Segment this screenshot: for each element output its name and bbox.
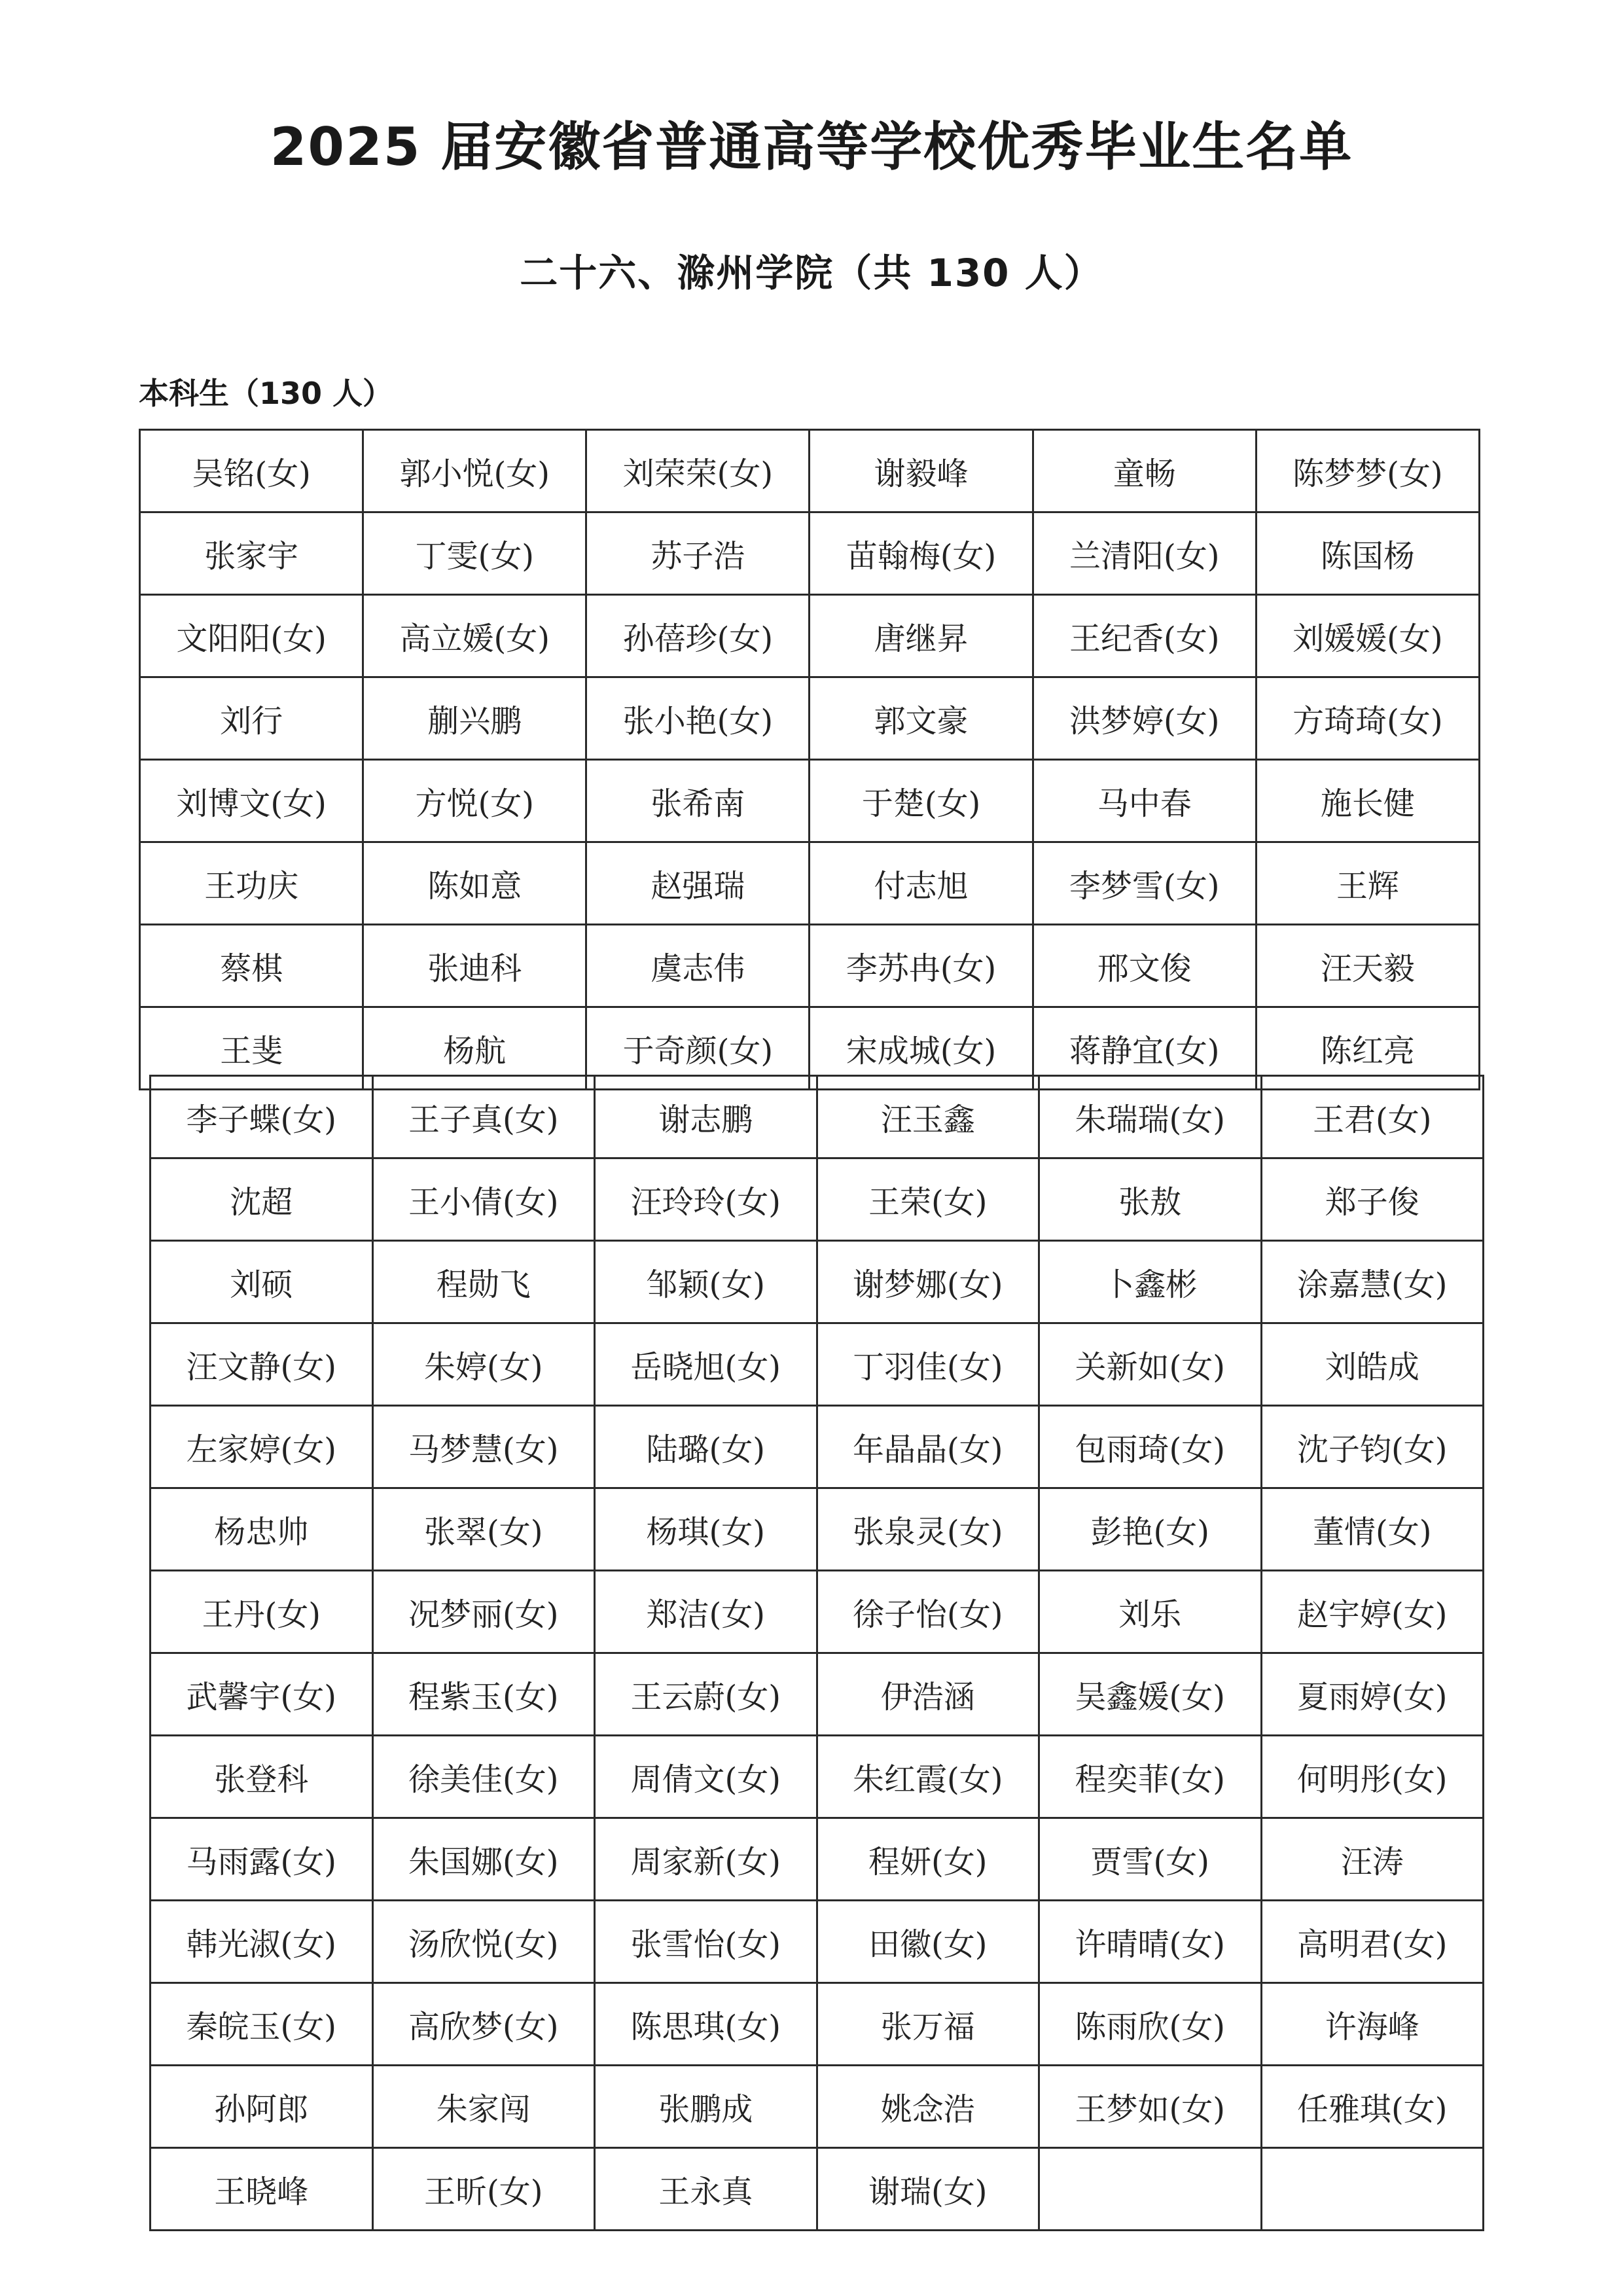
name-cell: 姚念浩 [817,2066,1039,2148]
name-cell: 张敖 [1039,1158,1262,1241]
name-cell: 韩光淑(女) [151,1901,373,1983]
name-cell: 涂嘉慧(女) [1261,1241,1484,1323]
name-cell: 王梦如(女) [1039,2066,1262,2148]
table-row [151,1653,1484,1736]
name-cell: 徐子怡(女) [817,1571,1039,1653]
name-cell: 岳晓旭(女) [595,1323,817,1406]
name-cell: 马雨露(女) [151,1818,373,1901]
name-cell: 郭小悦(女) [363,430,586,512]
name-cell: 汪玲玲(女) [595,1158,817,1241]
name-cell: 朱国娜(女) [372,1818,595,1901]
name-cell: 陈雨欣(女) [1039,1983,1262,2066]
name-cell: 于奇颜(女) [586,1007,810,1090]
name-cell: 左家婷(女) [151,1406,373,1488]
name-cell: 张翠(女) [372,1488,595,1571]
name-cell: 沈子钧(女) [1261,1406,1484,1488]
name-cell: 许海峰 [1261,1983,1484,2066]
name-cell: 汪天毅 [1256,925,1479,1007]
name-cell: 程紫玉(女) [372,1653,595,1736]
name-cell: 张迪科 [363,925,586,1007]
name-cell: 朱红霞(女) [817,1736,1039,1818]
name-cell: 赵强瑞 [586,842,810,925]
name-cell: 王小倩(女) [372,1158,595,1241]
name-cell: 况梦丽(女) [372,1571,595,1653]
name-cell: 王永真 [595,2148,817,2231]
name-cell: 朱家闯 [372,2066,595,2148]
name-cell: 谢梦娜(女) [817,1241,1039,1323]
name-cell: 杨琪(女) [595,1488,817,1571]
name-cell: 吴鑫媛(女) [1039,1653,1262,1736]
name-cell: 蒯兴鹏 [363,677,586,760]
name-cell: 马梦慧(女) [372,1406,595,1488]
name-cell: 孙蓓珍(女) [586,595,810,677]
table-row [151,1241,1484,1323]
table-row [151,1983,1484,2066]
table-row [140,430,1480,512]
name-cell: 邢文俊 [1033,925,1256,1007]
name-cell: 童畅 [1033,430,1256,512]
table-row [140,760,1480,842]
table-row [151,1406,1484,1488]
name-cell: 张泉灵(女) [817,1488,1039,1571]
name-cell: 李梦雪(女) [1033,842,1256,925]
name-cell: 孙阿郎 [151,2066,373,2148]
name-cell: 付志旭 [810,842,1033,925]
name-cell: 董情(女) [1261,1488,1484,1571]
name-cell: 周家新(女) [595,1818,817,1901]
name-cell: 张万福 [817,1983,1039,2066]
name-cell: 许晴晴(女) [1039,1901,1262,1983]
name-cell: 汪涛 [1261,1818,1484,1901]
name-cell: 文阳阳(女) [140,595,363,677]
name-cell: 陈思琪(女) [595,1983,817,2066]
table-row [151,1076,1484,1158]
name-cell: 周倩文(女) [595,1736,817,1818]
name-cell: 苏子浩 [586,512,810,595]
name-cell: 王晓峰 [151,2148,373,2231]
name-cell: 施长健 [1256,760,1479,842]
name-cell: 邹颖(女) [595,1241,817,1323]
table-row [151,1736,1484,1818]
name-cell: 王功庆 [140,842,363,925]
table-row [151,2066,1484,2148]
name-cell: 张鹏成 [595,2066,817,2148]
name-cell: 陈梦梦(女) [1256,430,1479,512]
name-cell: 关新如(女) [1039,1323,1262,1406]
name-cell: 丁羽佳(女) [817,1323,1039,1406]
name-cell: 徐美佳(女) [372,1736,595,1818]
table-row [140,595,1480,677]
name-cell: 王纪香(女) [1033,595,1256,677]
table-row [151,1901,1484,1983]
name-cell: 蔡棋 [140,925,363,1007]
name-cell: 程妍(女) [817,1818,1039,1901]
name-cell: 汪文静(女) [151,1323,373,1406]
name-cell: 杨忠帅 [151,1488,373,1571]
table-row [151,1488,1484,1571]
name-cell: 陈红亮 [1256,1007,1479,1090]
table-row [151,1818,1484,1901]
name-cell: 虞志伟 [586,925,810,1007]
name-table-bottom [149,1075,1484,2231]
table-row [151,2148,1484,2231]
name-cell: 李苏冉(女) [810,925,1033,1007]
name-cell: 刘行 [140,677,363,760]
name-cell: 郑子俊 [1261,1158,1484,1241]
name-cell: 方琦琦(女) [1256,677,1479,760]
name-cell: 程勋飞 [372,1241,595,1323]
name-cell: 方悦(女) [363,760,586,842]
name-cell: 王云蔚(女) [595,1653,817,1736]
name-cell: 汪玉鑫 [817,1076,1039,1158]
name-cell: 郑洁(女) [595,1571,817,1653]
section-label-undergraduate: 本科生（130 人） [139,376,393,411]
name-cell: 赵宇婷(女) [1261,1571,1484,1653]
table-row [140,842,1480,925]
name-cell: 王昕(女) [372,2148,595,2231]
name-cell: 何明彤(女) [1261,1736,1484,1818]
name-cell: 王荣(女) [817,1158,1039,1241]
name-cell: 刘乐 [1039,1571,1262,1653]
name-cell: 伊浩涵 [817,1653,1039,1736]
name-cell: 王辉 [1256,842,1479,925]
name-cell: 高明君(女) [1261,1901,1484,1983]
name-cell: 陈如意 [363,842,586,925]
name-cell: 杨航 [363,1007,586,1090]
name-cell: 于楚(女) [810,760,1033,842]
table-row [140,677,1480,760]
table-row [140,512,1480,595]
table-row [151,1323,1484,1406]
name-cell: 包雨琦(女) [1039,1406,1262,1488]
name-cell: 张雪怡(女) [595,1901,817,1983]
name-cell: 年晶晶(女) [817,1406,1039,1488]
name-cell: 武馨宇(女) [151,1653,373,1736]
name-cell: 沈超 [151,1158,373,1241]
name-cell: 谢瑞(女) [817,2148,1039,2231]
name-cell: 高立媛(女) [363,595,586,677]
name-cell: 王子真(女) [372,1076,595,1158]
name-cell [1039,2148,1262,2231]
name-cell: 彭艳(女) [1039,1488,1262,1571]
name-cell: 陈国杨 [1256,512,1479,595]
table-row [151,1158,1484,1241]
name-cell [1261,2148,1484,2231]
name-table-top [139,429,1480,1090]
name-cell: 朱婷(女) [372,1323,595,1406]
name-cell: 宋成城(女) [810,1007,1033,1090]
name-cell: 田徽(女) [817,1901,1039,1983]
name-cell: 刘媛媛(女) [1256,595,1479,677]
name-cell: 刘博文(女) [140,760,363,842]
name-cell: 刘皓成 [1261,1323,1484,1406]
name-cell: 朱瑞瑞(女) [1039,1076,1262,1158]
name-cell: 马中春 [1033,760,1256,842]
name-cell: 刘荣荣(女) [586,430,810,512]
name-cell: 张希南 [586,760,810,842]
name-cell: 苗翰梅(女) [810,512,1033,595]
name-cell: 谢志鹏 [595,1076,817,1158]
name-cell: 王斐 [140,1007,363,1090]
name-cell: 张小艳(女) [586,677,810,760]
institution-heading: 二十六、滁州学院（共 130 人） [520,251,1103,295]
name-cell: 张登科 [151,1736,373,1818]
table-row [140,925,1480,1007]
name-cell: 王君(女) [1261,1076,1484,1158]
name-cell: 秦皖玉(女) [151,1983,373,2066]
name-cell: 吴铭(女) [140,430,363,512]
page-title: 2025 届安徽省普通高等学校优秀毕业生名单 [270,117,1353,177]
name-cell: 刘硕 [151,1241,373,1323]
name-cell: 夏雨婷(女) [1261,1653,1484,1736]
name-cell: 唐继昇 [810,595,1033,677]
name-cell: 谢毅峰 [810,430,1033,512]
name-cell: 高欣梦(女) [372,1983,595,2066]
name-cell: 兰清阳(女) [1033,512,1256,595]
name-cell: 卜鑫彬 [1039,1241,1262,1323]
table-row [151,1571,1484,1653]
name-cell: 张家宇 [140,512,363,595]
name-cell: 郭文豪 [810,677,1033,760]
name-cell: 王丹(女) [151,1571,373,1653]
name-cell: 任雅琪(女) [1261,2066,1484,2148]
name-cell: 李子蝶(女) [151,1076,373,1158]
name-cell: 汤欣悦(女) [372,1901,595,1983]
name-cell: 洪梦婷(女) [1033,677,1256,760]
name-cell: 贾雪(女) [1039,1818,1262,1901]
name-cell: 程奕菲(女) [1039,1736,1262,1818]
name-cell: 蒋静宜(女) [1033,1007,1256,1090]
name-cell: 陆璐(女) [595,1406,817,1488]
name-cell: 丁雯(女) [363,512,586,595]
